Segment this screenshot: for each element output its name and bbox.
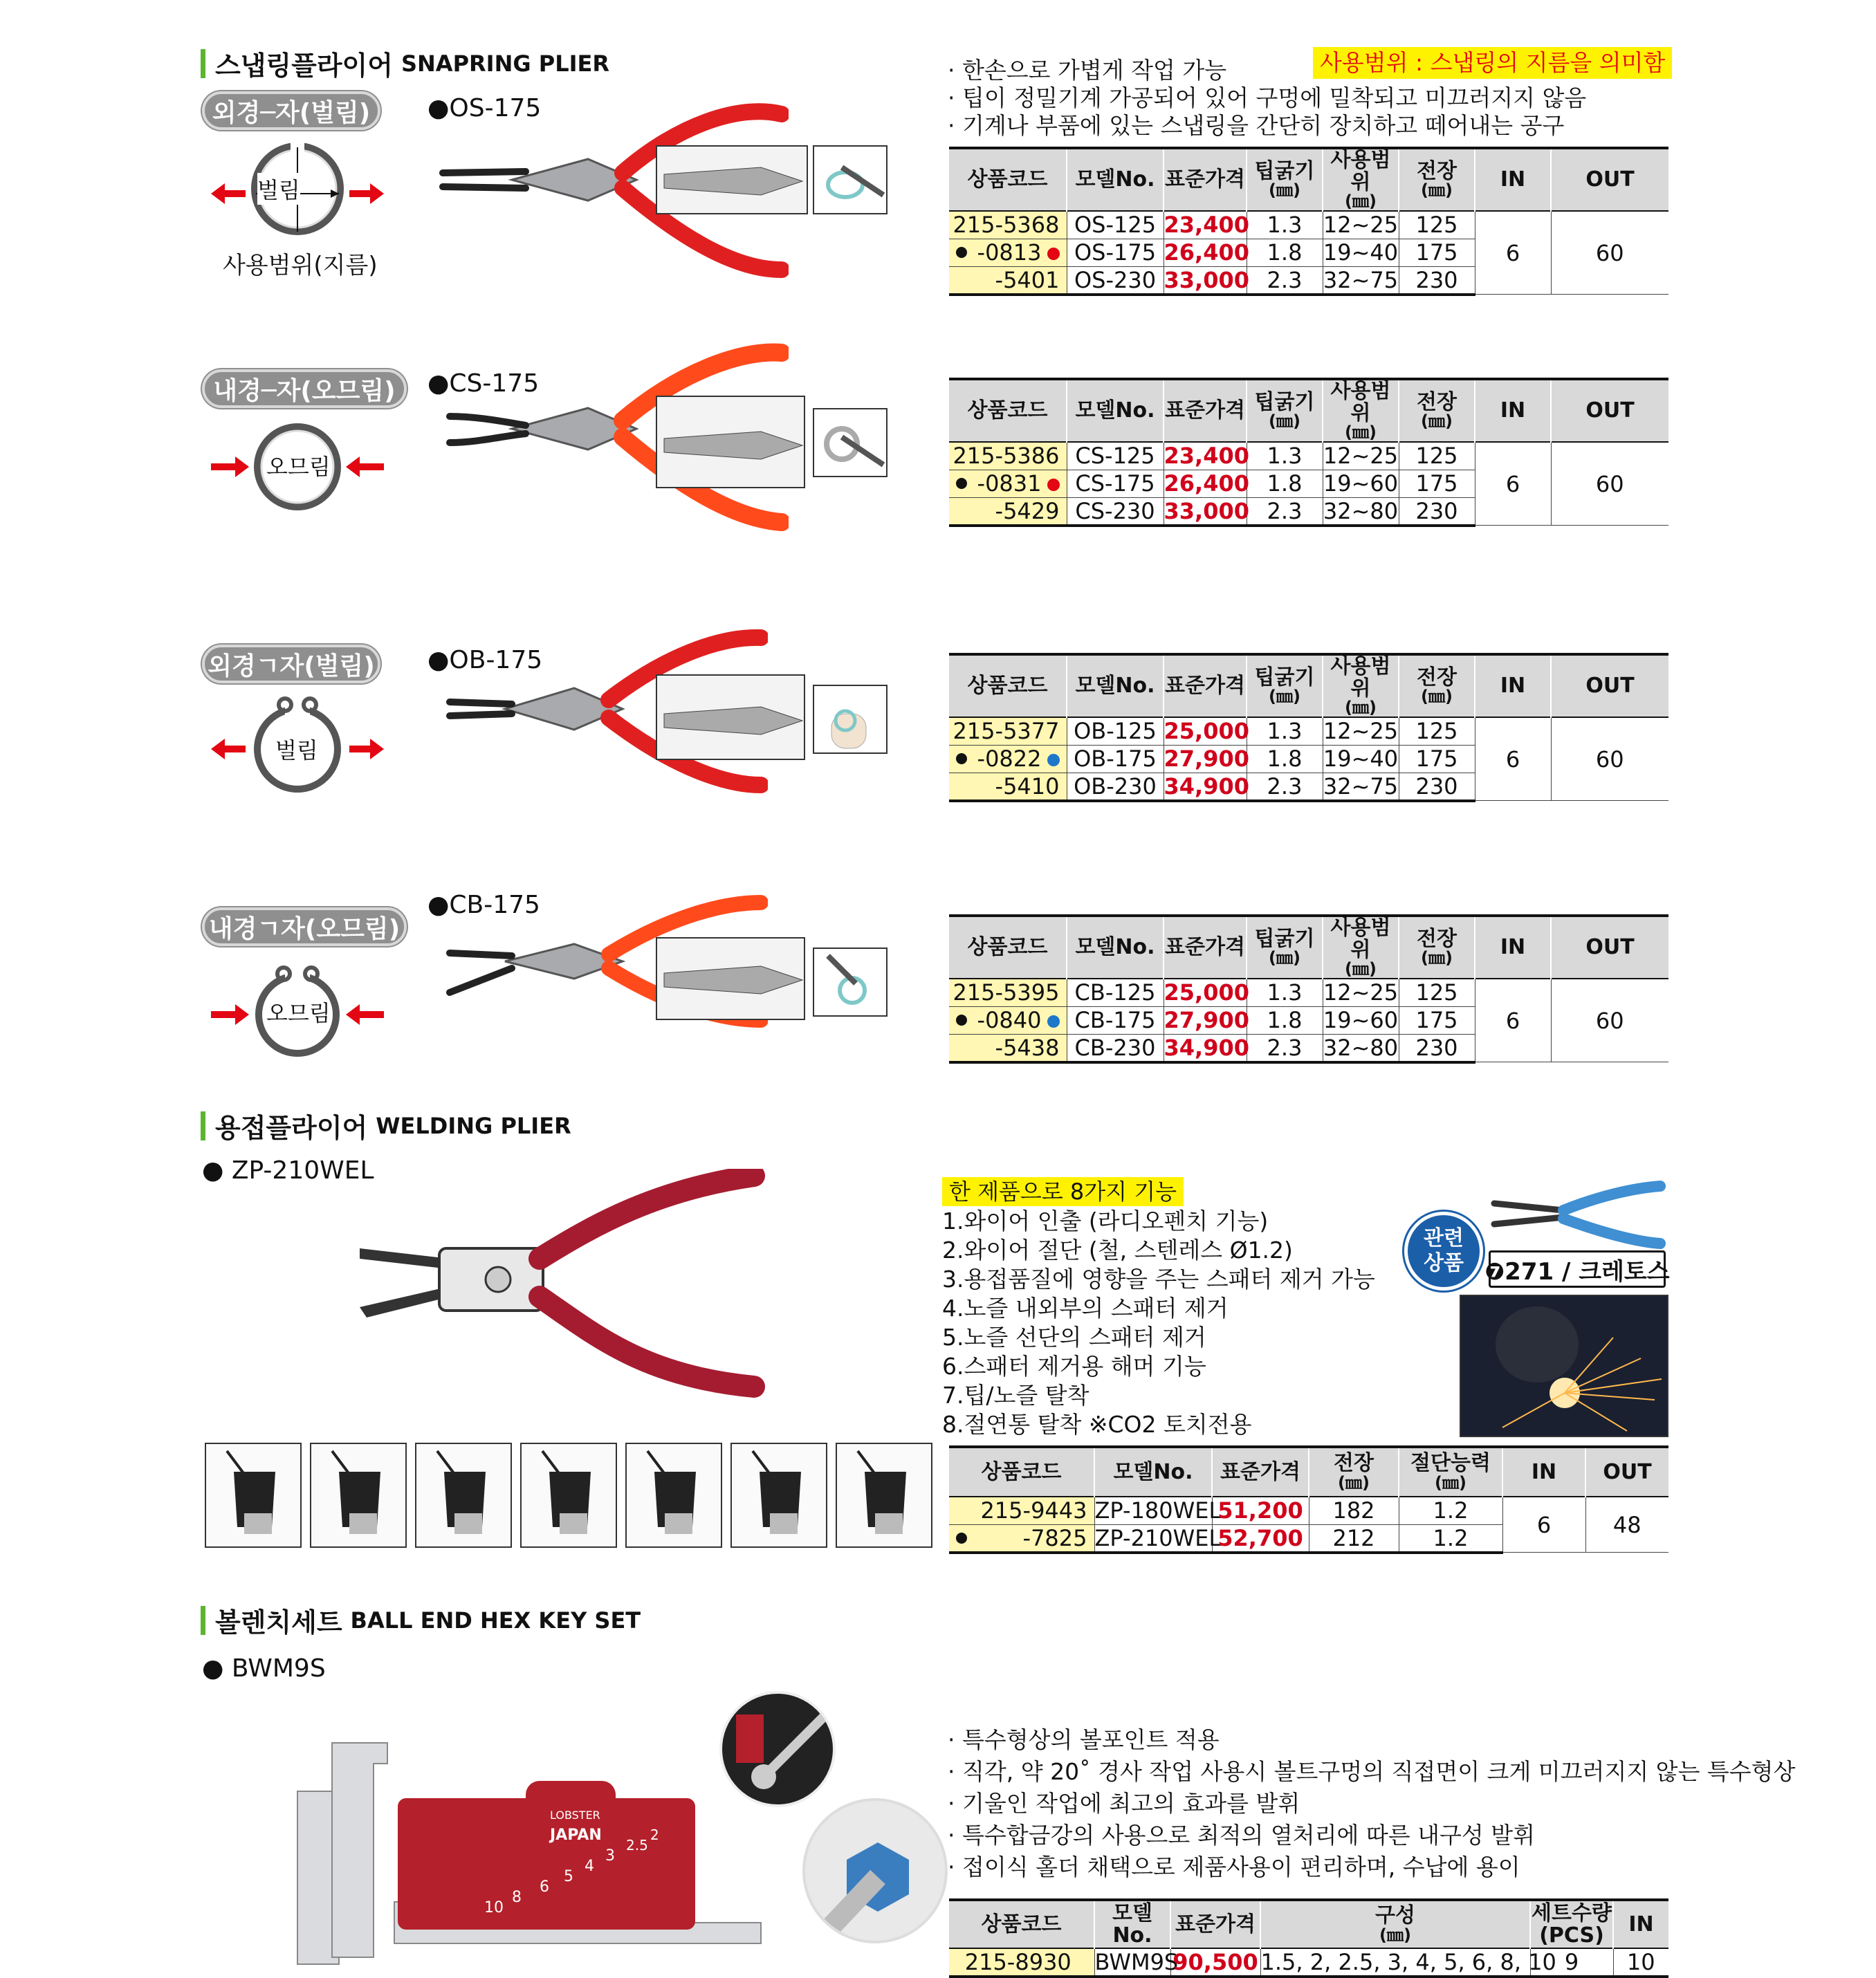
model-no: CS-125 — [1067, 442, 1164, 470]
length: 175 — [1399, 470, 1475, 497]
tip-size: 1.8 — [1247, 745, 1323, 773]
title-ko: 스냅링플라이어 — [215, 50, 393, 81]
model-no: CB-230 — [1067, 1034, 1164, 1062]
color-dot — [1047, 754, 1060, 766]
tip-size: 1.8 — [1247, 1006, 1323, 1034]
use-range: 12~25 — [1323, 979, 1399, 1006]
tip-closeup-photo — [656, 674, 805, 760]
inner-qty: 6 — [1475, 442, 1551, 526]
cut-capacity: 1.2 — [1399, 1524, 1502, 1553]
size-mark: 6 — [540, 1878, 549, 1896]
product-code — [949, 239, 1067, 266]
header-price: 표준가격 — [1164, 148, 1247, 211]
header-length — [1399, 148, 1475, 211]
length: 125 — [1399, 442, 1475, 470]
header-out: OUT — [1551, 379, 1668, 442]
related-product-badge — [1404, 1212, 1483, 1291]
model-no: ZP-210WEL — [1094, 1524, 1222, 1551]
product-code-text: -7825 — [1022, 1524, 1087, 1551]
function-thumbnail — [625, 1443, 722, 1548]
header-in: IN — [1502, 1447, 1585, 1497]
model-no: OB-230 — [1067, 773, 1164, 801]
header-text: 전장 — [1417, 665, 1457, 690]
header-text: 전장 — [1417, 158, 1457, 183]
header-model: 모델No. — [1067, 379, 1164, 442]
price: 34,900 — [1164, 773, 1249, 799]
product-code-text: -5438 — [995, 1034, 1060, 1061]
tip-size: 2.3 — [1247, 1034, 1323, 1062]
usage-photo — [813, 948, 888, 1017]
tip-closeup-photo — [656, 937, 805, 1020]
price: 51,200 — [1212, 1497, 1309, 1524]
header-range — [1323, 148, 1399, 211]
hexkey-spec-table — [949, 1898, 1668, 1978]
use-range: 12~25 — [1323, 212, 1399, 239]
spec-table — [949, 914, 1668, 1064]
outer-qty: 60 — [1551, 979, 1668, 1062]
use-range: 19~60 — [1323, 470, 1399, 497]
table-row — [949, 442, 1668, 470]
header-tip — [1247, 916, 1323, 979]
product-code-text: -0831 — [977, 470, 1042, 497]
tip-size: 1.3 — [1247, 442, 1323, 470]
header-code: 상품코드 — [949, 1447, 1094, 1497]
usage-photo — [813, 408, 888, 477]
spec-table — [949, 378, 1668, 527]
size-mark: 8 — [512, 1889, 522, 1906]
header-composition — [1260, 1900, 1530, 1948]
product-code — [949, 470, 1067, 497]
tip-size: 1.8 — [1247, 239, 1323, 266]
tip-size: 1.3 — [1247, 717, 1323, 745]
use-range: 32~80 — [1323, 497, 1399, 524]
function-thumbnail — [415, 1443, 512, 1548]
header-text: 사용범위 — [1330, 654, 1391, 701]
snapring-section-title — [201, 44, 609, 82]
hexkey-feature: · 기울인 작업에 최고의 효과를 발휘 — [948, 1790, 1300, 1817]
title-en: BALL END HEX KEY SET — [350, 1607, 641, 1634]
header-model: 모델No. — [1094, 1900, 1170, 1948]
tip-size: 2.3 — [1247, 266, 1323, 295]
spec-table — [949, 147, 1668, 296]
price: 33,000 — [1164, 266, 1249, 293]
length: 230 — [1399, 497, 1475, 526]
welding-spec-table — [949, 1445, 1668, 1554]
function-thumbnail — [310, 1443, 407, 1548]
header-text: 팁굵기 — [1254, 389, 1315, 414]
title-bar — [201, 1606, 205, 1635]
tip-size: 2.3 — [1247, 773, 1323, 801]
title-ko: 용접플라이어 — [215, 1113, 368, 1143]
header-price: 표준가격 — [1164, 916, 1247, 979]
product-code — [949, 773, 1067, 801]
product-code-text: -5429 — [995, 497, 1060, 524]
length: 175 — [1399, 239, 1475, 266]
welding-section-title — [201, 1107, 571, 1145]
product-code — [949, 266, 1067, 295]
header-text: 사용범위 — [1330, 148, 1391, 194]
header-code: 상품코드 — [949, 916, 1067, 979]
inner-qty: 6 — [1475, 979, 1551, 1062]
header-in: IN — [1613, 1900, 1668, 1948]
model-no: OS-125 — [1067, 211, 1164, 239]
outer-qty: 48 — [1585, 1497, 1668, 1553]
ring-label: 벌림 — [257, 173, 300, 205]
welding-feature: 3.용접품질에 영향을 주는 스패터 제거 가능 — [942, 1266, 1375, 1293]
related-plier-image — [1487, 1176, 1667, 1252]
size-mark: 10 — [484, 1899, 504, 1916]
model-label: ●CB-175 — [427, 891, 540, 919]
use-range: 19~40 — [1323, 746, 1399, 773]
model-no: OS-175 — [1067, 239, 1164, 266]
tip-closeup-photo — [656, 145, 808, 214]
header-unit: (㎜) — [1269, 948, 1300, 968]
hexkey-feature: · 접이식 홀더 채택으로 제품사용이 편리하며, 수납에 용이 — [948, 1854, 1520, 1880]
model-label: ●OB-175 — [427, 646, 543, 674]
range-note-highlight: 사용범위 : 스냅링의 지름을 의미함 — [1313, 47, 1672, 79]
holder-brand: LOBSTER — [550, 1809, 600, 1822]
price: 23,400 — [1164, 443, 1249, 470]
header-unit: (㎜) — [1269, 412, 1300, 432]
header-range — [1323, 654, 1399, 717]
use-range: 32~75 — [1323, 266, 1399, 293]
model-no: OB-125 — [1067, 717, 1164, 745]
spec-table — [949, 653, 1668, 802]
color-dot — [1047, 1015, 1060, 1028]
product-code-text: 215-9443 — [980, 1497, 1087, 1524]
model-label: ● ZP-210WEL — [202, 1156, 374, 1185]
composition: 1.5, 2, 2.5, 3, 4, 5, 6, 8, 10 — [1260, 1949, 1556, 1975]
inner-qty: 10 — [1613, 1948, 1668, 1977]
model-label: ●OS-175 — [427, 94, 542, 122]
table-row — [949, 1497, 1668, 1524]
welding-feature: 1.와이어 인출 (라디오펜치 기능) — [942, 1208, 1269, 1235]
product-code — [949, 497, 1067, 526]
header-text: 팁굵기 — [1254, 158, 1315, 183]
use-range: 12~25 — [1323, 443, 1399, 470]
usage-photo — [813, 145, 888, 214]
length: 125 — [1399, 979, 1475, 1006]
hexkey-feature: · 특수합금강의 사용으로 최적의 열처리에 따른 내구성 발휘 — [948, 1822, 1535, 1849]
tip-size: 1.8 — [1247, 470, 1323, 497]
product-code — [949, 717, 1067, 745]
size-mark: 3 — [605, 1847, 615, 1865]
group-pill: 내경ㄱ자(오므림) — [202, 907, 407, 946]
length: 175 — [1399, 745, 1475, 773]
hexkey-section-title — [201, 1601, 641, 1639]
header-length — [1399, 654, 1475, 717]
length: 212 — [1309, 1524, 1399, 1553]
model-no: CS-230 — [1067, 497, 1164, 526]
feature-line: · 기계나 부품에 있는 스냅링을 간단히 장치하고 떼어내는 공구 — [948, 112, 1565, 139]
header-out: OUT — [1551, 654, 1668, 717]
header-model: 모델No. — [1067, 654, 1164, 717]
header-cut — [1399, 1447, 1502, 1497]
header-text: 전장 — [1417, 389, 1457, 414]
hex-tip-closeup — [802, 1798, 948, 1943]
ring-caption: 사용범위(지름) — [223, 252, 378, 279]
price: 25,000 — [1164, 718, 1249, 745]
header-tip — [1247, 379, 1323, 442]
model-no: OS-230 — [1067, 266, 1164, 295]
table-row — [949, 979, 1668, 1006]
product-code-text: -0822 — [977, 746, 1042, 773]
header-unit: (㎜) — [1269, 687, 1300, 707]
product-code — [949, 1006, 1067, 1034]
header-text: 구성 — [1375, 1903, 1415, 1928]
header-code: 상품코드 — [949, 379, 1067, 442]
header-unit: (㎜) — [1379, 1925, 1411, 1945]
title-ko: 볼렌치세트 — [215, 1607, 342, 1638]
inner-qty: 6 — [1475, 717, 1551, 801]
header-in: IN — [1475, 148, 1551, 211]
price: 52,700 — [1212, 1524, 1309, 1553]
product-code-text: -0813 — [977, 239, 1042, 266]
price: 90,500 — [1170, 1948, 1260, 1977]
title-en: WELDING PLIER — [376, 1112, 571, 1139]
header-code: 상품코드 — [949, 1900, 1094, 1948]
use-range: 32~80 — [1323, 1034, 1399, 1061]
header-text: 팁굵기 — [1254, 665, 1315, 690]
title-en: SNAPRING PLIER — [401, 50, 609, 77]
product-code-text: -5401 — [995, 266, 1060, 293]
function-thumbnail — [205, 1443, 302, 1548]
table-row — [949, 211, 1668, 239]
header-model: 모델No. — [1067, 916, 1164, 979]
price: 26,400 — [1164, 470, 1249, 497]
ring-label: 오므림 — [266, 1000, 331, 1026]
length: 230 — [1399, 773, 1475, 801]
product-code-text: -0840 — [977, 1007, 1042, 1034]
welding-plier-image — [353, 1169, 768, 1404]
size-mark: 2 — [650, 1827, 659, 1843]
header-text: 세트수량 — [1532, 1901, 1612, 1925]
model-label: ● BWM9S — [202, 1654, 326, 1683]
product-code — [949, 1497, 1094, 1524]
header-unit: (㎜) — [1345, 423, 1377, 442]
header-code: 상품코드 — [949, 654, 1067, 717]
model-no: CB-125 — [1067, 979, 1164, 1006]
price: 34,900 — [1164, 1034, 1249, 1061]
header-in: IN — [1475, 654, 1551, 717]
price: 27,900 — [1164, 746, 1249, 773]
use-range: 32~75 — [1323, 773, 1399, 799]
color-dot — [1047, 479, 1060, 491]
welding-feature: 5.노즐 선단의 스패터 제거 — [942, 1324, 1206, 1351]
header-text: 사용범위 — [1330, 916, 1391, 962]
model-no: CB-175 — [1067, 1006, 1164, 1034]
product-code-text: 215-5377 — [953, 718, 1060, 745]
size-mark: 2.5 — [626, 1837, 648, 1854]
recommended-marker — [956, 1015, 967, 1026]
product-code — [949, 1524, 1094, 1553]
function-thumbnail — [730, 1443, 827, 1548]
header-unit: (㎜) — [1435, 1472, 1466, 1492]
header-unit: (㎜) — [1421, 948, 1453, 968]
price: 27,900 — [1164, 1007, 1249, 1034]
ring-label: 벌림 — [275, 737, 318, 764]
header-unit: (㎜) — [1345, 959, 1377, 979]
header-text: 팁굵기 — [1254, 926, 1315, 951]
header-model: 모델No. — [1067, 148, 1164, 211]
use-range: 19~40 — [1323, 239, 1399, 266]
size-mark: 5 — [564, 1868, 573, 1885]
product-code — [949, 745, 1067, 773]
product-code-text: 215-5386 — [953, 443, 1060, 470]
recommended-marker — [956, 753, 967, 764]
badge-line: 상품 — [1424, 1251, 1464, 1275]
header-out: OUT — [1585, 1447, 1668, 1497]
set-qty: 9 — [1530, 1948, 1613, 1977]
length: 175 — [1399, 1006, 1475, 1034]
product-code-text: -5410 — [995, 773, 1060, 799]
price: 25,000 — [1164, 979, 1249, 1006]
ring-label: 오므림 — [266, 454, 331, 480]
model-no: ZP-180WEL — [1094, 1497, 1222, 1524]
size-mark: 4 — [585, 1858, 594, 1875]
price: 33,000 — [1164, 497, 1249, 524]
header-length — [1309, 1447, 1399, 1497]
welding-feature: 2.와이어 절단 (철, 스텐레스 Ø1.2) — [942, 1237, 1293, 1264]
title-bar — [201, 49, 205, 78]
holder-text: JAPAN — [550, 1827, 602, 1844]
header-out: OUT — [1551, 148, 1668, 211]
group-pill: 외경ㄱ자(벌림) — [202, 645, 380, 683]
welding-feature: 4.노즐 내외부의 스패터 제거 — [942, 1295, 1229, 1322]
group-pill: 내경─자(오므림) — [202, 369, 407, 408]
tip-closeup-photo — [656, 396, 805, 488]
usage-photo — [813, 685, 888, 754]
welding-photo — [1460, 1295, 1668, 1437]
header-model: 모델No. — [1094, 1447, 1212, 1497]
badge-line: 관련 — [1424, 1226, 1464, 1250]
header-text: 전장 — [1417, 926, 1457, 951]
header-text: 절단능력 — [1410, 1451, 1491, 1476]
header-in: IN — [1475, 379, 1551, 442]
table-row — [949, 717, 1668, 745]
header-price: 표준가격 — [1164, 654, 1247, 717]
group-pill: 외경─자(벌림) — [202, 91, 380, 130]
header-code: 상품코드 — [949, 148, 1067, 211]
header-length — [1399, 916, 1475, 979]
inner-qty: 6 — [1502, 1497, 1585, 1553]
function-thumbnail — [520, 1443, 617, 1548]
header-range — [1323, 379, 1399, 442]
tip-size: 1.3 — [1247, 979, 1323, 1006]
use-range: 19~60 — [1323, 1007, 1399, 1034]
header-range — [1323, 916, 1399, 979]
welding-feature: 7.팁/노즐 탈착 — [942, 1382, 1089, 1409]
header-unit: (㎜) — [1421, 181, 1453, 201]
color-dot — [1047, 248, 1060, 260]
function-thumbnail — [836, 1443, 932, 1548]
length: 125 — [1399, 211, 1475, 239]
header-set-qty — [1530, 1900, 1613, 1948]
product-code — [949, 1034, 1067, 1062]
header-price: 표준가격 — [1212, 1447, 1309, 1497]
length: 230 — [1399, 1034, 1475, 1062]
header-unit: (PCS) — [1539, 1923, 1604, 1948]
price: 23,400 — [1164, 212, 1249, 239]
outer-qty: 60 — [1551, 211, 1668, 295]
welding-feature: 6.스패터 제거용 해머 기능 — [942, 1353, 1206, 1380]
tip-size: 1.3 — [1247, 211, 1323, 239]
outer-qty: 60 — [1551, 442, 1668, 526]
header-unit: (㎜) — [1345, 192, 1377, 211]
header-unit: (㎜) — [1345, 698, 1377, 717]
product-code: 215-8930 — [949, 1948, 1094, 1977]
recommended-marker — [956, 247, 967, 258]
recommended-marker — [956, 478, 967, 489]
length: 230 — [1399, 266, 1475, 295]
model-no: CS-175 — [1067, 470, 1164, 497]
hexkey-feature: · 특수형상의 볼포인트 적용 — [948, 1726, 1220, 1753]
header-unit: (㎜) — [1421, 687, 1453, 707]
title-bar — [201, 1111, 205, 1140]
header-text: 전장 — [1334, 1451, 1374, 1476]
inner-qty: 6 — [1475, 211, 1551, 295]
header-in: IN — [1475, 916, 1551, 979]
feature-line: · 한손으로 가볍게 작업 가능 — [948, 57, 1227, 84]
header-unit: (㎜) — [1269, 181, 1300, 201]
header-unit: (㎜) — [1338, 1472, 1370, 1492]
hexkey-feature: · 직각, 약 20˚ 경사 작업 사용시 볼트구멍의 직접면이 크게 미끄러지지 않는 특수형상 — [948, 1758, 1796, 1785]
product-code — [949, 979, 1067, 1006]
product-code — [949, 442, 1067, 470]
model-no: OB-175 — [1067, 745, 1164, 773]
model-no: BWM9S — [1094, 1949, 1179, 1975]
tip-size: 2.3 — [1247, 497, 1323, 526]
cut-capacity: 1.2 — [1399, 1497, 1502, 1524]
header-tip — [1247, 148, 1323, 211]
model-label: ●CS-175 — [427, 369, 540, 398]
ball-end-closeup — [719, 1691, 836, 1807]
header-text: 사용범위 — [1330, 379, 1391, 425]
length: 125 — [1399, 717, 1475, 745]
header-out: OUT — [1551, 916, 1668, 979]
outer-qty: 60 — [1551, 717, 1668, 801]
product-code — [949, 211, 1067, 239]
header-unit: (㎜) — [1421, 412, 1453, 432]
product-code-text: 215-5368 — [953, 212, 1060, 239]
welding-highlight: 한 제품으로 8가지 기능 — [942, 1177, 1184, 1206]
header-price: 표준가격 — [1164, 379, 1247, 442]
product-code-text: 215-5395 — [953, 979, 1060, 1006]
price: 26,400 — [1164, 239, 1249, 266]
related-product-label: ❼271 / 크레토스 — [1489, 1250, 1666, 1288]
feature-line: · 팁이 정밀기계 가공되어 있어 구멍에 밀착되고 미끄러지지 않음 — [948, 84, 1587, 111]
use-range: 12~25 — [1323, 718, 1399, 745]
length: 182 — [1309, 1497, 1399, 1524]
header-tip — [1247, 654, 1323, 717]
header-price: 표준가격 — [1170, 1900, 1260, 1948]
recommended-marker — [956, 1533, 967, 1544]
table-row — [949, 1948, 1668, 1977]
header-length — [1399, 379, 1475, 442]
welding-feature: 8.절연통 탈착 ※CO2 토치전용 — [942, 1411, 1252, 1438]
